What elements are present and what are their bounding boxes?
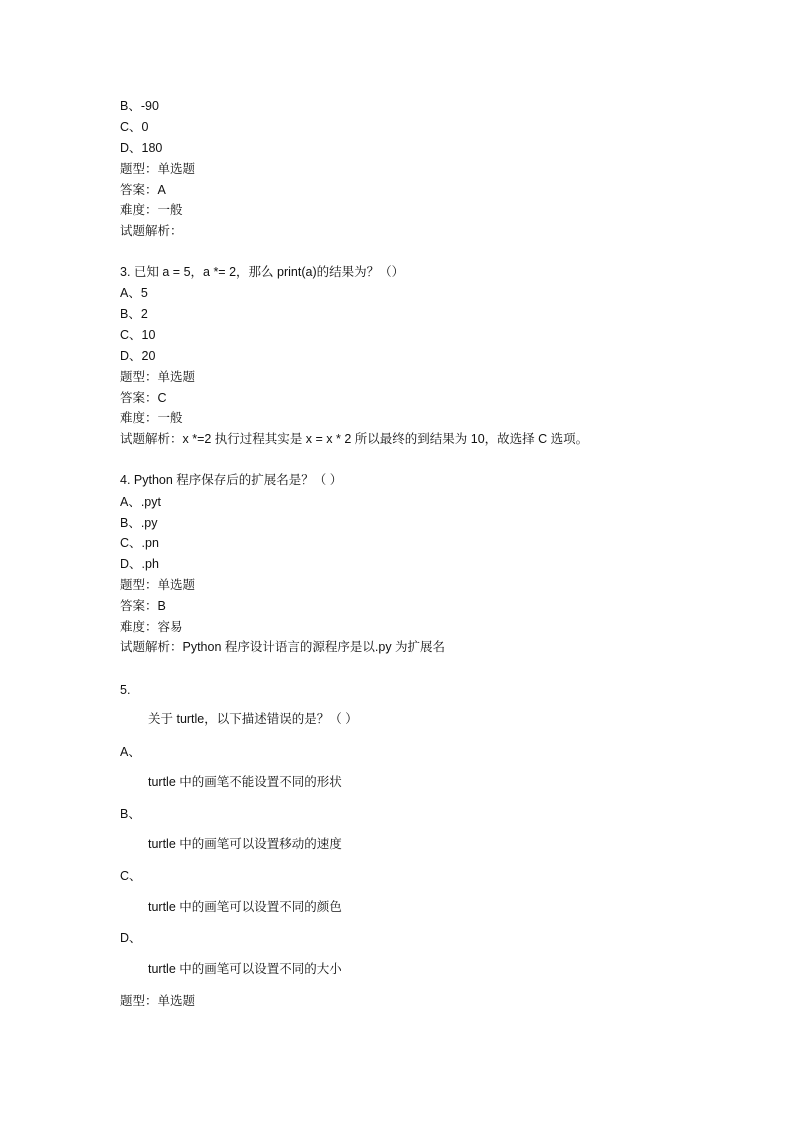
- q5-option-a-text: turtle 中的画笔不能设置不同的形状: [148, 775, 342, 789]
- q4-question: 4. Python 程序保存后的扩展名是？（ ）: [120, 473, 343, 487]
- q3-analysis: 试题解析：x *=2 执行过程其实是 x = x * 2 所以最终的到结果为 10，故选择 C 选项。: [120, 432, 589, 446]
- q3-answer: 答案：C: [120, 391, 167, 405]
- q5-question: 关于 turtle，以下描述错误的是？（ ）: [148, 712, 358, 726]
- q5-option-c-label: C、: [120, 869, 142, 883]
- q5-option-b-text: turtle 中的画笔可以设置移动的速度: [148, 837, 342, 851]
- q4-type: 题型：单选题: [120, 578, 196, 592]
- q4-option-a: A、.pyt: [120, 495, 161, 509]
- q4-option-c: C、.pn: [120, 536, 159, 550]
- q5-option-d-label: D、: [120, 931, 142, 945]
- q5-option-a-label: A、: [120, 745, 141, 759]
- q5-type: 题型：单选题: [120, 994, 196, 1008]
- q3-type: 题型：单选题: [120, 370, 196, 384]
- q5-option-b-label: B、: [120, 807, 141, 821]
- q3-option-d: D、20: [120, 349, 156, 363]
- q2-option-c: C、0: [120, 120, 149, 134]
- q2-type: 题型：单选题: [120, 162, 196, 176]
- q2-option-b: B、-90: [120, 99, 159, 113]
- q3-option-b: B、2: [120, 307, 148, 321]
- q2-option-d: D、180: [120, 141, 163, 155]
- q4-analysis: 试题解析：Python 程序设计语言的源程序是以.py 为扩展名: [120, 640, 446, 654]
- q2-answer: 答案：A: [120, 183, 166, 197]
- q4-option-b: B、.py: [120, 516, 158, 530]
- q5-option-c-text: turtle 中的画笔可以设置不同的颜色: [148, 900, 342, 914]
- q4-answer: 答案：B: [120, 599, 166, 613]
- q5-number: 5.: [120, 683, 131, 697]
- q3-option-c: C、10: [120, 328, 156, 342]
- q4-difficulty: 难度：容易: [120, 620, 183, 634]
- q2-difficulty: 难度：一般: [120, 203, 183, 217]
- q3-question: 3. 已知 a = 5，a *= 2，那么 print(a)的结果为？（）: [120, 265, 405, 279]
- q4-option-d: D、.ph: [120, 557, 159, 571]
- q3-option-a: A、5: [120, 286, 148, 300]
- q2-analysis: 试题解析：: [120, 224, 183, 238]
- q3-difficulty: 难度：一般: [120, 411, 183, 425]
- q5-option-d-text: turtle 中的画笔可以设置不同的大小: [148, 962, 342, 976]
